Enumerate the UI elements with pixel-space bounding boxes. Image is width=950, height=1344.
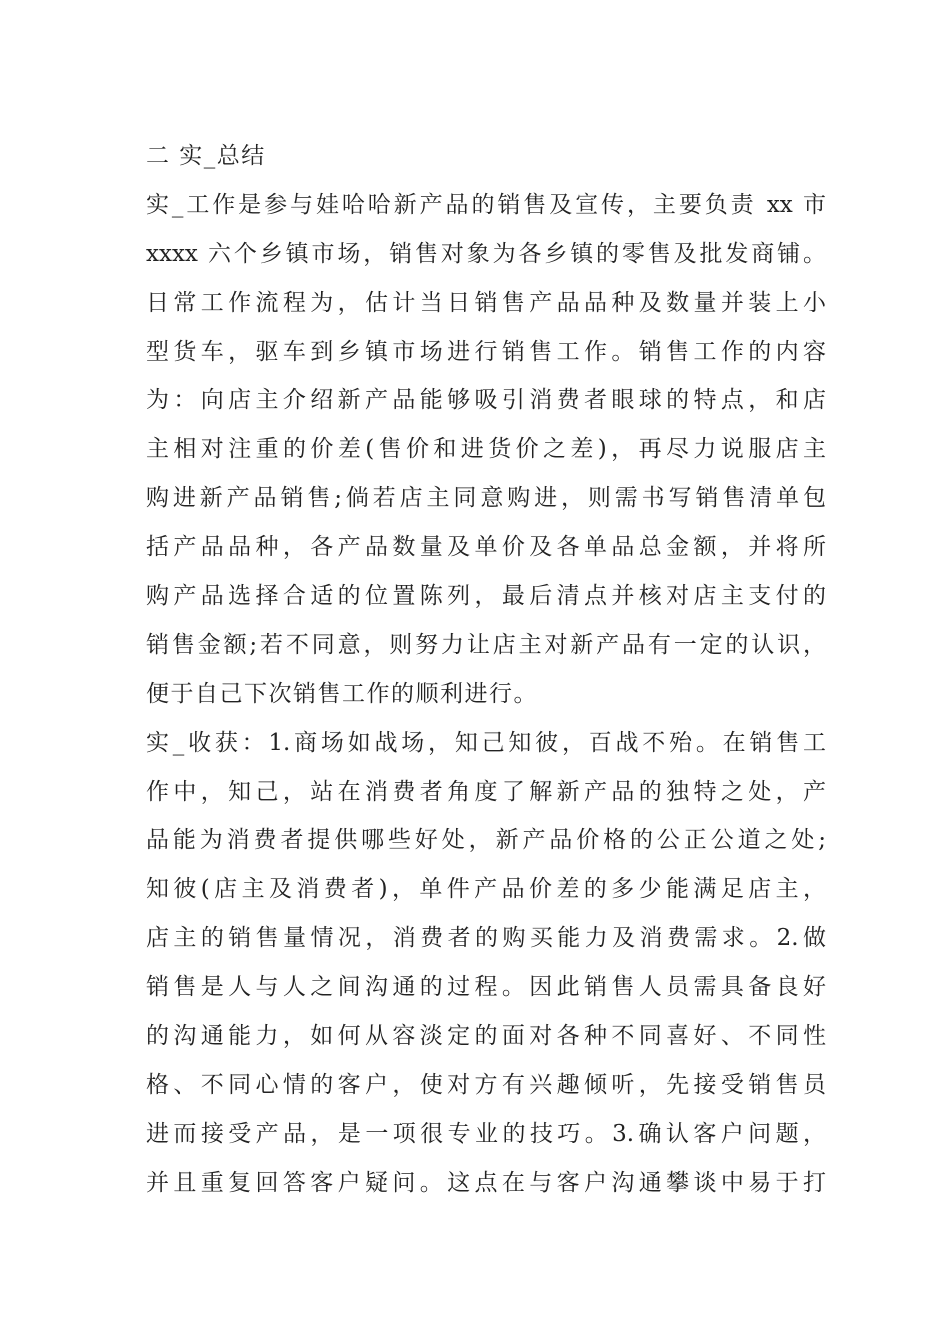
paragraph-line: 销售金额;若不同意，则努力让店主对新产品有一定的认识， <box>146 631 826 658</box>
paragraph-line: 购产品选择合适的位置陈列，最后清点并核对店主支付的 <box>146 583 826 610</box>
paragraph-line: 便于自己下次销售工作的顺利进行。 <box>146 680 538 707</box>
paragraph-line: 为：向店主介绍新产品能够吸引消费者眼球的特点，和店 <box>146 387 826 414</box>
paragraph-line: 销售是人与人之间沟通的过程。因此销售人员需具备良好 <box>146 974 826 1001</box>
paragraph-line: 实_工作是参与娃哈哈新产品的销售及宣传，主要负责 xx 市 <box>146 191 826 218</box>
paragraph-line: 主相对注重的价差(售价和进货价之差)，再尽力说服店主 <box>146 436 826 463</box>
paragraph-line: xxxx 六个乡镇市场，销售对象为各乡镇的零售及批发商铺。 <box>146 240 826 267</box>
paragraph-line: 品能为消费者提供哪些好处，新产品价格的公正公道之处; <box>146 827 826 854</box>
paragraph-line: 知彼(店主及消费者)，单件产品价差的多少能满足店主， <box>146 876 826 903</box>
paragraph-line: 实_收获：1.商场如战场，知己知彼，百战不殆。在销售工 <box>146 729 826 756</box>
paragraph-line: 并且重复回答客户疑问。这点在与客户沟通攀谈中易于打 <box>146 1169 826 1196</box>
paragraph-line: 型货车，驱车到乡镇市场进行销售工作。销售工作的内容 <box>146 338 826 365</box>
paragraph-line: 括产品品种，各产品数量及单价及各单品总金额，并将所 <box>146 534 826 561</box>
section-heading: 二 实_总结 <box>146 143 266 169</box>
paragraph-line: 日常工作流程为，估计当日销售产品品种及数量并装上小 <box>146 289 826 316</box>
document-body <box>146 132 826 1208</box>
paragraph-line: 店主的销售量情况，消费者的购买能力及消费需求。2.做 <box>146 925 826 952</box>
paragraph-line: 进而接受产品，是一项很专业的技巧。3.确认客户问题， <box>146 1120 826 1147</box>
paragraph-line: 购进新产品销售;倘若店主同意购进，则需书写销售清单包 <box>146 485 826 512</box>
paragraph-line: 的沟通能力，如何从容淡定的面对各种不同喜好、不同性 <box>146 1023 826 1050</box>
paragraph-line: 格、不同心情的客户，使对方有兴趣倾听，先接受销售员 <box>146 1071 826 1098</box>
paragraph-line: 作中，知己，站在消费者角度了解新产品的独特之处，产 <box>146 778 826 805</box>
